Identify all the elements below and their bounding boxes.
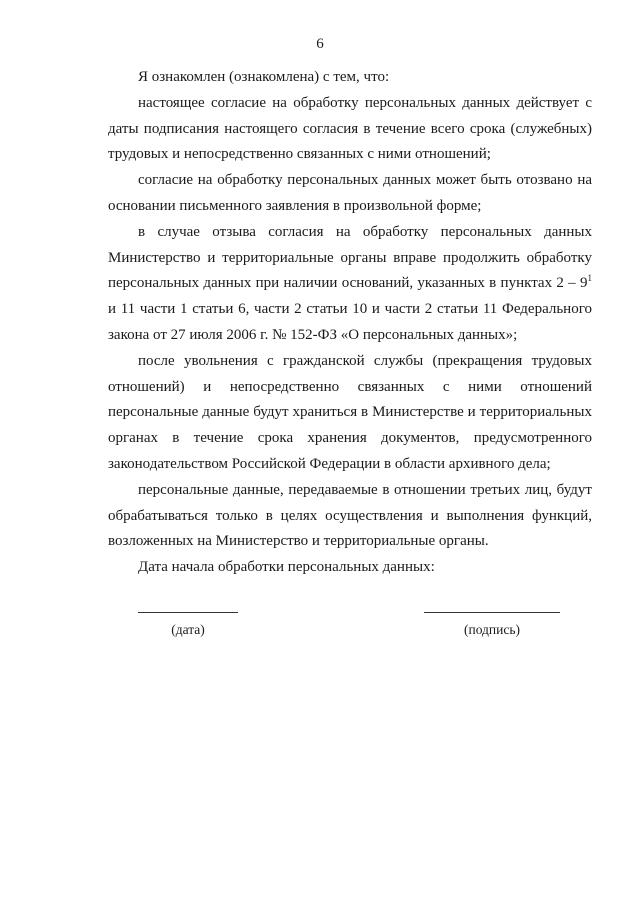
page-number: 6 [316,36,324,52]
date-line[interactable] [138,612,238,613]
date-label: (дата) [171,622,205,637]
paragraph-consent-term: настоящее согласие на обработку персональных данных действует с даты подписания настоящего согласия в течение всего срока (служебных) трудовых и непосредственно связанных с ними отношений; [108,94,592,163]
signature-line[interactable] [424,612,560,613]
document-body [108,65,592,581]
paragraph-storage-after-dismissal: после увольнения с гражданской службы (прекращения трудовых отношений) и непосредственно связанных с ними отношений персональные данные будут храниться в Министерстве и территориальных органах в течение срока хранения документов, предусмотренного законодательством Российской Федерации в области архивного дела; [108,352,592,472]
intro-paragraph: Я ознакомлен (ознакомлена) с тем, что: [138,69,390,85]
signature-label: (подпись) [463,622,521,637]
paragraph-third-parties: персональные данные, передаваемые в отношении третьих лиц, будут обрабатываться только в целях осуществления и выполнения функций, возложенных на Министерство и территориальные органы. [108,481,592,550]
signature-block [424,612,560,638]
paragraph-start-date: Дата начала обработки персональных данных: [138,559,435,576]
paragraph-revocation-part1: в случае отзыва согласия на обработку персональных данных Министерство и территориальные органы вправе продолжить обработку персональных данных при наличии оснований, указанных в пунктах 2 – 9 [108,223,592,292]
date-signature-block [138,612,238,638]
paragraph-consent-revocation: согласие на обработку персональных данных может быть отозвано на основании письменного заявления в произвольной форме; [108,172,592,214]
paragraph-revocation-part2: и 11 части 1 статьи 6, части 2 статьи 10 и части 2 статьи 11 Федерального закона от 27 июля 2006 г. № 152-ФЗ «О персональных данных»; [108,301,592,343]
superscript-one: 1 [587,273,592,284]
paragraph-revocation-processing [108,220,592,349]
